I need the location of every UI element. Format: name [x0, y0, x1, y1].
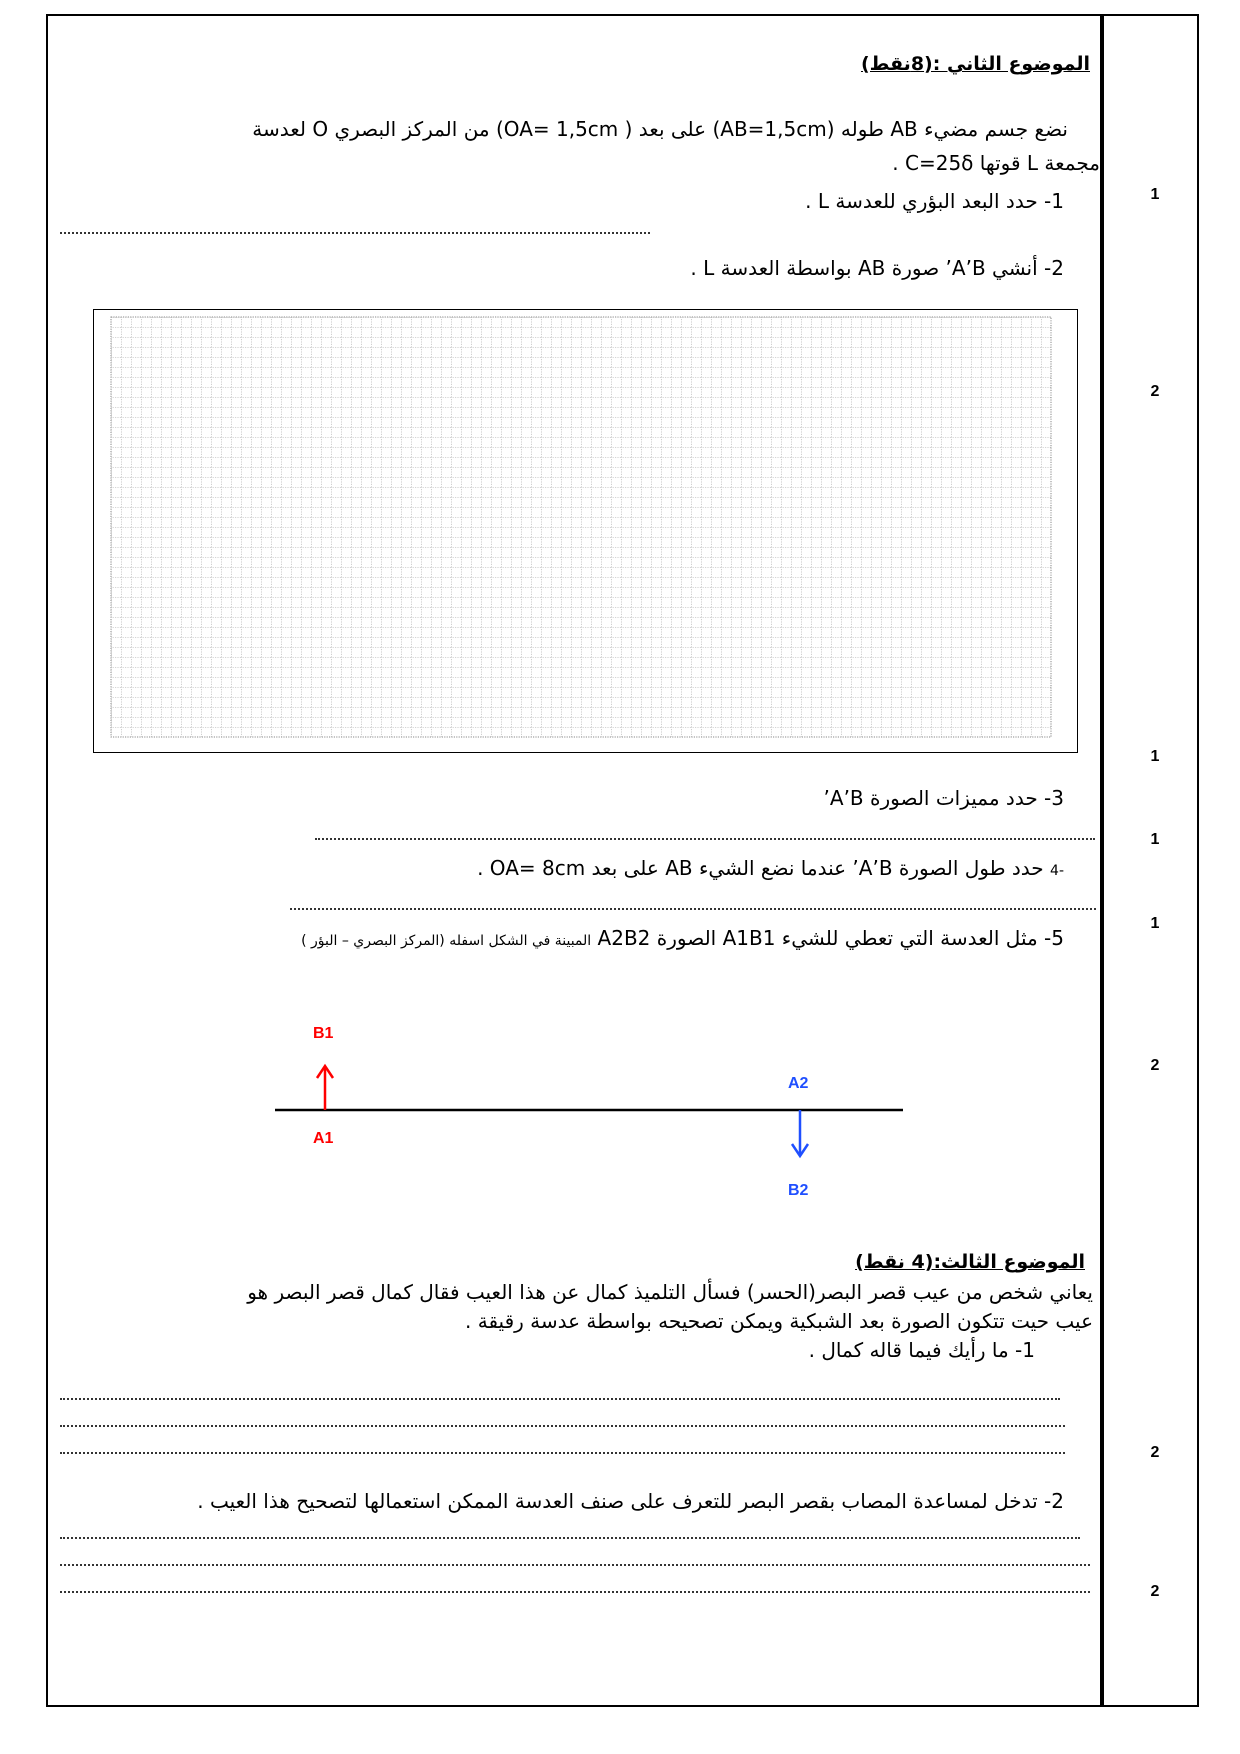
topic2-question-2: 2- أنشي A’B’ صورة AB بواسطة العدسة L .: [690, 256, 1064, 280]
answer-line: [60, 1452, 1065, 1454]
topic3-question-2: 2- تدخل لمساعدة المصاب بقصر البصر للتعرف على صنف العدسة الممكن استعمالها لتصحيح هذا العيب .: [197, 1489, 1064, 1513]
object-arrow-a1b1: [317, 1066, 333, 1110]
topic2-intro-line2: مجمعة L قوتها C=25δ .: [892, 151, 1100, 175]
topic3-text-line2: عيب حيت تتكون الصورة بعد الشبكية ويمكن تصحيحه بواسطة عدسة رقيقة .: [465, 1309, 1093, 1333]
topic3-heading: الموضوع الثالث:(4 نقط): [855, 1251, 1085, 1273]
topic3-statement: [58, 1278, 1093, 1365]
mark-topic3-q2: 2: [1150, 1583, 1160, 1600]
label-b2: B2: [788, 1182, 809, 1199]
answer-line: [60, 1425, 1065, 1427]
answer-line: [60, 1591, 1090, 1593]
topic3-question-1: 1- ما رأيك فيما قاله كمال .: [808, 1338, 1035, 1362]
image-arrow-a2b2: [792, 1110, 808, 1156]
label-b1: B1: [313, 1025, 334, 1042]
topic3-text-line1: يعاني شخص من عيب قصر البصر(الحسر) فسأل التلميذ كمال عن هذا العيب فقال كمال قصر البصر هو: [247, 1280, 1093, 1304]
topic2-question-1: 1- حدد البعد البؤري للعدسة L .: [805, 189, 1064, 213]
topic2-heading: الموضوع الثاني :(8نقط): [860, 53, 1090, 75]
label-a1: A1: [313, 1130, 334, 1147]
answer-line: [60, 1537, 1080, 1539]
topic2-question-4-text: حدد طول الصورة A’B’ عندما نضع الشيء AB على بعد OA= 8cm .: [477, 856, 1044, 880]
topic2-question-3: 3- حدد مميزات الصورة A’B’: [823, 786, 1064, 810]
topic2-intro-line1: نضع جسم مضيء AB طوله (AB=1,5cm) على بعد ( OA= 1,5cm) من المركز البصري O لعدسة: [252, 117, 1068, 141]
topic2-question-5-note: المبينة في الشكل اسفله (المركز البصري – البؤر ): [301, 933, 592, 949]
mark-q4: 1: [1150, 831, 1160, 848]
topic2-question-5-text: 5- مثل العدسة التي تعطي للشيء A1B1 الصورة A2B2: [597, 926, 1064, 950]
mark-q2: 2: [1150, 383, 1160, 400]
mark-q1: 1: [1150, 186, 1160, 203]
topic2-question-4-number: -4: [1050, 863, 1064, 879]
label-a2: A2: [788, 1075, 809, 1092]
mark-q5b: 2: [1150, 1057, 1160, 1074]
mark-topic3-q1: 2: [1150, 1444, 1160, 1461]
answer-line: [60, 1564, 1090, 1566]
mark-q3: 1: [1150, 748, 1160, 765]
answer-line: [60, 1398, 1060, 1400]
mark-q5a: 1: [1150, 915, 1160, 932]
